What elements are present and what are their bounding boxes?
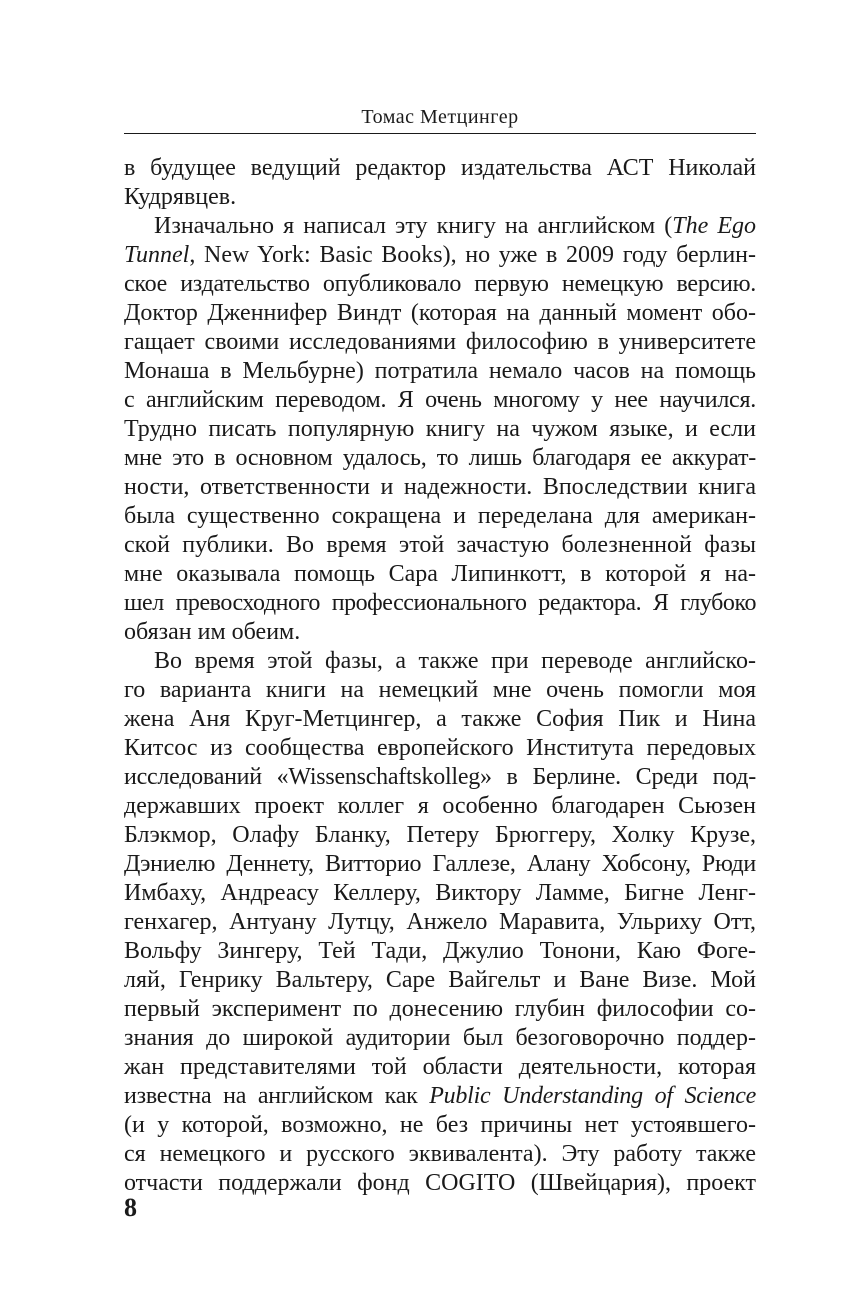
book-title-italic: The Ego xyxy=(672,213,756,239)
text-line: Изначально я написал эту книгу на английском (The Ego xyxy=(154,213,756,239)
text-line: Во время этой фазы, а также при переводе английско- xyxy=(154,648,756,674)
text-line: была существенно сокращена и переделана для американ- xyxy=(124,503,756,529)
text-line: го варианта книги на немецкий мне очень помогли моя xyxy=(124,677,756,703)
running-head-author: Томас Метцингер xyxy=(361,106,519,128)
text-line: (и у которой, возможно, не без причины нет устоявшего- xyxy=(124,1112,756,1138)
text-line: ляй, Генрику Вальтеру, Саре Вайгельт и Ване Визе. Мой xyxy=(124,967,756,993)
header-rule xyxy=(124,133,756,134)
text-line: Блэкмор, Олафу Бланку, Петеру Брюггеру, Холку Крузе, xyxy=(124,822,756,848)
book-title-italic: Tunnel xyxy=(124,242,190,268)
text-line: мне это в основном удалось, то лишь благодаря ее аккурат- xyxy=(124,445,756,471)
body-text xyxy=(124,154,756,1198)
text-line: Дэниелю Деннету, Витторио Галлезе, Алану Хобсону, Рюди xyxy=(124,851,756,877)
text-line: Вольфу Зингеру, Тей Тади, Джулио Тонони, Каю Фоге- xyxy=(124,938,756,964)
text-line: Трудно писать популярную книгу на чужом языке, и если xyxy=(124,416,756,442)
page-number: 8 xyxy=(124,1193,137,1222)
text-line: отчасти поддержали фонд COGITO (Швейцария), проект xyxy=(124,1170,756,1196)
text-line: державших проект коллег я особенно благодарен Сьюзен xyxy=(124,793,756,819)
text-line: генхагер, Антуану Лутцу, Анжело Маравита, Ульриху Отт, xyxy=(124,909,756,935)
text-line: знания до широкой аудитории был безоговорочно поддер- xyxy=(124,1025,756,1051)
text-line: Доктор Дженнифер Виндт (которая на данный момент обо- xyxy=(124,300,756,326)
text-line: Монаша в Мельбурне) потратила немало часов на помощь xyxy=(124,358,756,384)
text-line: ся немецкого и русского эквивалента). Эту работу также xyxy=(124,1141,756,1167)
text-line: Кудрявцев. xyxy=(124,184,237,210)
english-term-italic: Public Understanding of Science xyxy=(429,1083,756,1109)
text-line: жан представителями той области деятельности, которая xyxy=(124,1054,756,1080)
text-line: с английским переводом. Я очень многому у нее научился. xyxy=(124,387,756,413)
text-line: мне оказывала помощь Сара Липинкотт, в которой я на- xyxy=(124,561,756,587)
text-line: исследований «Wissenschaftskolleg» в Берлине. Среди под- xyxy=(124,764,756,790)
text-line: ности, ответственности и надежности. Впоследствии книга xyxy=(124,474,756,500)
text-line: шел превосходного профессионального редактора. Я глубоко xyxy=(124,590,756,616)
text-line: обязан им обеим. xyxy=(124,619,301,645)
text-line: Имбаху, Андреасу Келлеру, Виктору Ламме, Бигне Ленг- xyxy=(124,880,756,906)
text-line: ской публики. Во время этой зачастую болезненной фазы xyxy=(124,532,756,558)
text-line: жена Аня Круг-Метцингер, а также София Пик и Нина xyxy=(124,706,756,732)
text-line: Tunnel, New York: Basic Books), но уже в 2009 году берлин- xyxy=(124,242,756,268)
text-line: ское издательство опубликовало первую немецкую версию. xyxy=(124,271,756,297)
text-line: гащает своими исследованиями философию в университете xyxy=(124,329,756,355)
text-line: первый эксперимент по донесению глубин философии со- xyxy=(124,996,756,1022)
text-line: в будущее ведущий редактор издательства АСТ Николай xyxy=(124,155,756,181)
text-line: известна на английском как Public Understanding of Science xyxy=(124,1083,756,1109)
text-line: Китсос из сообщества европейского Института передовых xyxy=(124,735,756,761)
